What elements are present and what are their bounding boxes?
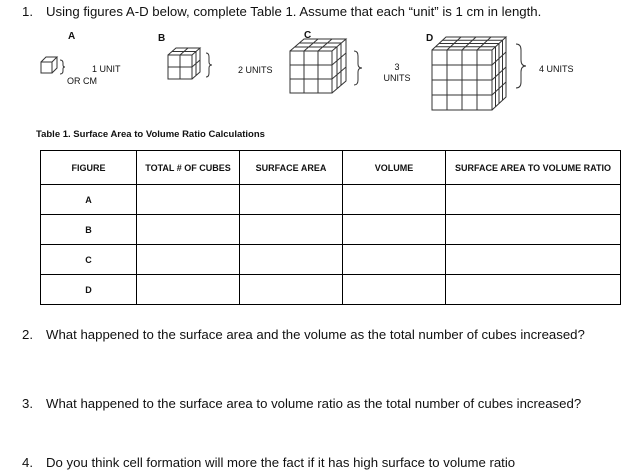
total-cubes-cell[interactable]: [137, 275, 240, 305]
row-figure-label: A: [41, 185, 137, 215]
surface-area-cell[interactable]: [240, 215, 343, 245]
surface-area-table: [40, 150, 621, 305]
volume-cell[interactable]: [343, 215, 446, 245]
figure-b-unit-label: 2 UNITS: [238, 65, 273, 75]
total-cubes-cell[interactable]: [137, 215, 240, 245]
header-volume: VOLUME: [343, 151, 446, 185]
ratio-cell[interactable]: [446, 245, 621, 275]
table-row: [41, 215, 621, 245]
table-caption: Table 1. Surface Area to Volume Ratio Calculations: [36, 129, 265, 140]
figure-c-unit-label: 3: [394, 62, 400, 72]
volume-cell[interactable]: [343, 185, 446, 215]
figure-d-letter: D: [426, 33, 434, 44]
total-cubes-cell[interactable]: [137, 245, 240, 275]
question-3-text: What happened to the surface area to volume ratio as the total number of cubes increased?: [46, 396, 582, 411]
table-row: [41, 185, 621, 215]
header-figure: FIGURE: [41, 151, 137, 185]
question-1-number: 1.: [22, 4, 33, 19]
total-cubes-cell[interactable]: [137, 185, 240, 215]
question-1-text: Using figures A-D below, complete Table 1. Assume that each “unit” is 1 cm in length.: [46, 4, 542, 19]
ratio-cell[interactable]: [446, 275, 621, 305]
figure-c-letter: C: [304, 30, 312, 41]
header-ratio: SURFACE AREA TO VOLUME RATIO: [446, 151, 621, 185]
question-4-text: Do you think cell formation will more the fact if it has high surface to volume ratio: [46, 455, 516, 470]
figure-d-cube-icon: [430, 36, 550, 116]
question-2-number: 2.: [22, 327, 33, 342]
surface-area-cell[interactable]: [240, 245, 343, 275]
surface-area-cell[interactable]: [240, 185, 343, 215]
question-3: [22, 396, 581, 411]
question-2: [22, 327, 585, 342]
question-2-text: What happened to the surface area and the volume as the total number of cubes increased?: [46, 327, 585, 342]
ratio-cell[interactable]: [446, 185, 621, 215]
question-1: [22, 4, 541, 19]
header-total-cubes: TOTAL # OF CUBES: [137, 151, 240, 185]
figure-c-cube-icon: [288, 37, 388, 107]
row-figure-label: D: [41, 275, 137, 305]
row-figure-label: C: [41, 245, 137, 275]
header-surface-area: SURFACE AREA: [240, 151, 343, 185]
figure-a-unit-label-2: OR CM: [67, 76, 97, 86]
figure-c-unit-label-2: UNITS: [383, 73, 411, 83]
figure-b-letter: B: [158, 33, 166, 44]
figure-a-letter: A: [68, 31, 76, 42]
volume-cell[interactable]: [343, 275, 446, 305]
question-3-number: 3.: [22, 396, 33, 411]
ratio-cell[interactable]: [446, 215, 621, 245]
volume-cell[interactable]: [343, 245, 446, 275]
table-header-row: [41, 151, 621, 185]
surface-area-cell[interactable]: [240, 275, 343, 305]
figure-b-cube-icon: [166, 47, 236, 92]
row-figure-label: B: [41, 215, 137, 245]
figure-a-unit-label: 1 UNIT: [92, 64, 121, 74]
figure-d-unit-label: 4 UNITS: [539, 64, 574, 74]
table-row: [41, 245, 621, 275]
table-row: [41, 275, 621, 305]
question-4-number: 4.: [22, 455, 33, 470]
